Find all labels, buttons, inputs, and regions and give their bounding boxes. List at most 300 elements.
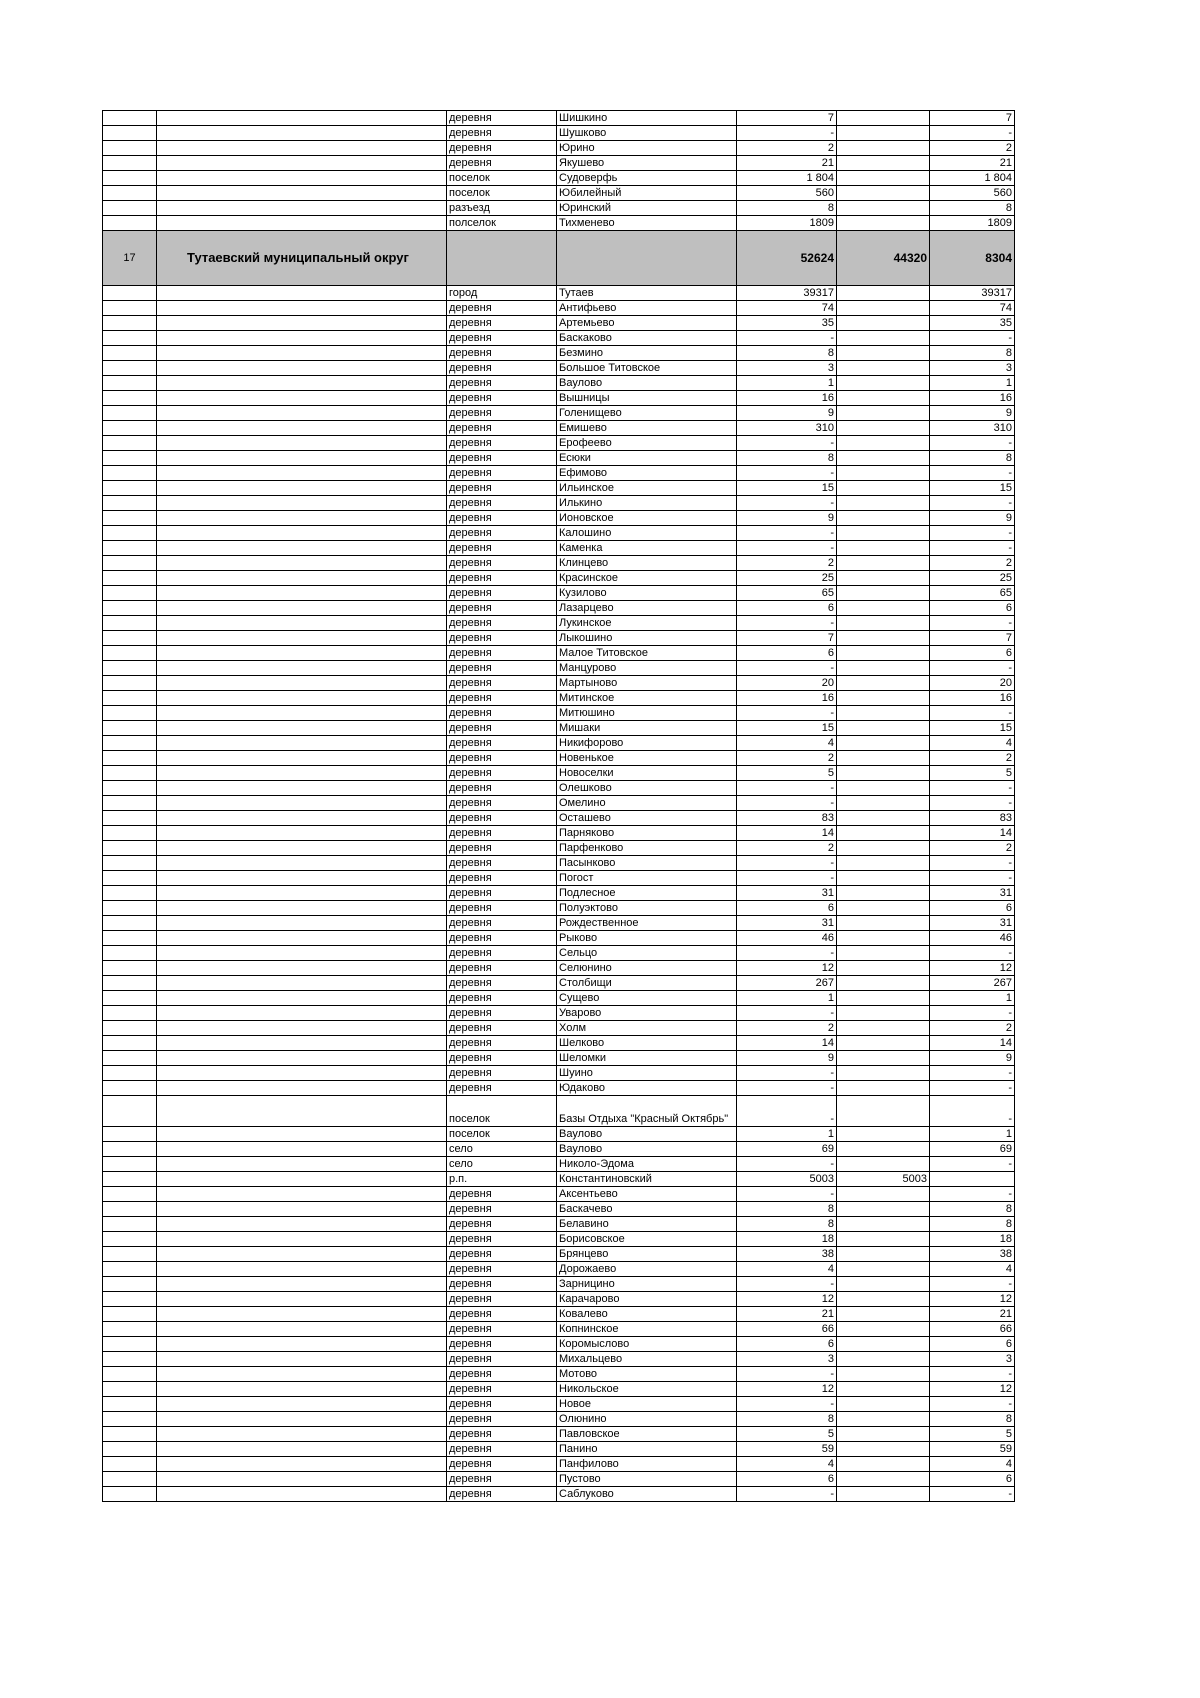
district-cell: [157, 301, 447, 316]
settlement-name-cell: Емишево: [557, 421, 737, 436]
settlement-type-cell: деревня: [447, 496, 557, 511]
table-row: [103, 991, 1015, 1006]
urban-population-cell: [837, 691, 930, 706]
urban-population-cell: [837, 436, 930, 451]
total-population-cell: 4: [737, 736, 837, 751]
settlement-name-cell: Уварово: [557, 1006, 737, 1021]
settlement-type-cell: деревня: [447, 841, 557, 856]
district-cell: [157, 616, 447, 631]
settlement-type-cell: деревня: [447, 331, 557, 346]
row-index-cell: [103, 601, 157, 616]
rural-population-cell: [930, 1172, 1015, 1187]
settlement-type-cell: деревня: [447, 871, 557, 886]
settlement-name-cell: Шушково: [557, 126, 737, 141]
table-row: [103, 766, 1015, 781]
total-population-cell: -: [737, 1081, 837, 1096]
row-index-cell: [103, 1006, 157, 1021]
settlement-type-cell: деревня: [447, 1442, 557, 1457]
rural-population-cell: 38: [930, 1247, 1015, 1262]
table-row: [103, 481, 1015, 496]
settlement-type-cell: деревня: [447, 826, 557, 841]
settlement-name-cell: Рыково: [557, 931, 737, 946]
rural-population-cell: -: [930, 1096, 1015, 1127]
urban-population-cell: [837, 706, 930, 721]
total-population-cell: 4: [737, 1457, 837, 1472]
rural-population-cell: 1: [930, 991, 1015, 1006]
total-population-cell: 5003: [737, 1172, 837, 1187]
table-row: [103, 1292, 1015, 1307]
row-index-cell: [103, 451, 157, 466]
urban-population-cell: [837, 1397, 930, 1412]
settlement-type-cell: разъезд: [447, 201, 557, 216]
urban-population-cell: [837, 991, 930, 1006]
district-cell: [157, 1051, 447, 1066]
district-cell: [157, 1277, 447, 1292]
total-population-cell: 1: [737, 376, 837, 391]
row-index-cell: [103, 286, 157, 301]
table-row: [103, 126, 1015, 141]
district-cell: [157, 1157, 447, 1172]
urban-population-cell: [837, 1382, 930, 1397]
rural-population-cell: 6: [930, 1337, 1015, 1352]
total-population-cell: -: [737, 1096, 837, 1127]
settlement-type-cell: деревня: [447, 1427, 557, 1442]
total-population-cell: -: [737, 436, 837, 451]
row-index-cell: [103, 541, 157, 556]
row-index-cell: [103, 361, 157, 376]
settlement-type-cell: деревня: [447, 631, 557, 646]
settlement-name-cell: Баскачево: [557, 1202, 737, 1217]
settlement-type-cell: деревня: [447, 541, 557, 556]
row-index-cell: [103, 871, 157, 886]
urban-population-cell: [837, 856, 930, 871]
total-population-cell: -: [737, 781, 837, 796]
district-cell: [157, 201, 447, 216]
total-population-cell: 4: [737, 1262, 837, 1277]
rural-population-cell: 5: [930, 1427, 1015, 1442]
urban-population-cell: [837, 1367, 930, 1382]
urban-population-cell: [837, 1262, 930, 1277]
urban-population-cell: [837, 556, 930, 571]
district-cell: [157, 691, 447, 706]
settlement-name-cell: Сущево: [557, 991, 737, 1006]
district-name: Тутаевский муниципальный округ: [157, 231, 447, 286]
district-rural: 8304: [930, 231, 1015, 286]
row-index-cell: [103, 1382, 157, 1397]
table-row: [103, 841, 1015, 856]
row-index-cell: [103, 141, 157, 156]
settlement-type-cell: село: [447, 1157, 557, 1172]
total-population-cell: 46: [737, 931, 837, 946]
table-row: [103, 1021, 1015, 1036]
settlement-type-cell: деревня: [447, 1021, 557, 1036]
rural-population-cell: 14: [930, 1036, 1015, 1051]
rural-population-cell: 6: [930, 601, 1015, 616]
district-cell: [157, 991, 447, 1006]
settlement-name-cell: Коромыслово: [557, 1337, 737, 1352]
settlement-type-cell: деревня: [447, 1307, 557, 1322]
rural-population-cell: 18: [930, 1232, 1015, 1247]
table-row: [103, 571, 1015, 586]
rural-population-cell: 12: [930, 961, 1015, 976]
district-cell: [157, 811, 447, 826]
settlement-type-cell: деревня: [447, 1202, 557, 1217]
total-population-cell: 267: [737, 976, 837, 991]
district-cell: [157, 286, 447, 301]
settlement-type-cell: деревня: [447, 976, 557, 991]
settlement-name-cell: Юдаково: [557, 1081, 737, 1096]
district-cell: [157, 1427, 447, 1442]
district-cell: [157, 1232, 447, 1247]
table-row: [103, 1172, 1015, 1187]
district-cell: [157, 1442, 447, 1457]
district-cell: [157, 826, 447, 841]
settlement-type-cell: деревня: [447, 316, 557, 331]
district-cell: [157, 406, 447, 421]
total-population-cell: 560: [737, 186, 837, 201]
total-population-cell: 14: [737, 1036, 837, 1051]
total-population-cell: 2: [737, 556, 837, 571]
settlement-type-cell: деревня: [447, 901, 557, 916]
settlement-type-cell: деревня: [447, 1292, 557, 1307]
urban-population-cell: [837, 886, 930, 901]
rural-population-cell: -: [930, 331, 1015, 346]
urban-population-cell: [837, 1472, 930, 1487]
total-population-cell: -: [737, 1157, 837, 1172]
row-index-cell: [103, 796, 157, 811]
row-index-cell: [103, 856, 157, 871]
total-population-cell: -: [737, 946, 837, 961]
settlement-name-cell: Ионовское: [557, 511, 737, 526]
settlement-type-cell: деревня: [447, 481, 557, 496]
total-population-cell: 8: [737, 201, 837, 216]
table-row: [103, 556, 1015, 571]
rural-population-cell: 6: [930, 901, 1015, 916]
table-row: [103, 1006, 1015, 1021]
table-row: [103, 1382, 1015, 1397]
row-index-cell: [103, 1352, 157, 1367]
table-row: [103, 1157, 1015, 1172]
settlement-type-cell: деревня: [447, 601, 557, 616]
district-cell: [157, 1247, 447, 1262]
urban-population-cell: [837, 1337, 930, 1352]
rural-population-cell: 2: [930, 751, 1015, 766]
row-index-cell: [103, 1322, 157, 1337]
rural-population-cell: 16: [930, 391, 1015, 406]
total-population-cell: 69: [737, 1142, 837, 1157]
settlement-name-cell: Подлесное: [557, 886, 737, 901]
total-population-cell: 6: [737, 601, 837, 616]
total-population-cell: -: [737, 1187, 837, 1202]
total-population-cell: -: [737, 1487, 837, 1502]
table-row: [103, 171, 1015, 186]
settlement-type-cell: деревня: [447, 1006, 557, 1021]
settlement-name-cell: Никольское: [557, 1382, 737, 1397]
rural-population-cell: -: [930, 466, 1015, 481]
settlement-name-cell: Холм: [557, 1021, 737, 1036]
settlement-name-cell: Столбищи: [557, 976, 737, 991]
rural-population-cell: -: [930, 781, 1015, 796]
settlement-name-cell: Баскаково: [557, 331, 737, 346]
row-index-cell: [103, 1397, 157, 1412]
rural-population-cell: -: [930, 856, 1015, 871]
settlement-type-cell: поселок: [447, 171, 557, 186]
settlement-name-cell: Копнинское: [557, 1322, 737, 1337]
row-index-cell: [103, 811, 157, 826]
total-population-cell: 12: [737, 1382, 837, 1397]
settlement-name-cell: Никифорово: [557, 736, 737, 751]
table-row: [103, 1307, 1015, 1322]
table-row: [103, 216, 1015, 231]
row-index-cell: [103, 826, 157, 841]
urban-population-cell: [837, 376, 930, 391]
row-index-cell: [103, 1157, 157, 1172]
total-population-cell: 16: [737, 391, 837, 406]
district-cell: [157, 1081, 447, 1096]
table-row: [103, 451, 1015, 466]
settlement-name-cell: Шеломки: [557, 1051, 737, 1066]
row-index-cell: [103, 751, 157, 766]
settlement-name-cell: Голенищево: [557, 406, 737, 421]
rural-population-cell: 20: [930, 676, 1015, 691]
urban-population-cell: [837, 796, 930, 811]
row-index-cell: [103, 1096, 157, 1127]
total-population-cell: 1809: [737, 216, 837, 231]
row-index-cell: [103, 111, 157, 126]
settlement-name-cell: Тутаев: [557, 286, 737, 301]
settlement-name-cell: Селюнино: [557, 961, 737, 976]
district-cell: [157, 526, 447, 541]
district-cell: [157, 1352, 447, 1367]
total-population-cell: 16: [737, 691, 837, 706]
urban-population-cell: [837, 1217, 930, 1232]
rural-population-cell: -: [930, 1006, 1015, 1021]
urban-population-cell: [837, 1292, 930, 1307]
settlement-name-cell: Судоверфь: [557, 171, 737, 186]
total-population-cell: 8: [737, 1202, 837, 1217]
total-population-cell: 31: [737, 886, 837, 901]
row-index-cell: [103, 421, 157, 436]
settlement-type-cell: деревня: [447, 406, 557, 421]
settlement-name-cell: Панино: [557, 1442, 737, 1457]
district-cell: [157, 1292, 447, 1307]
rural-population-cell: 5: [930, 766, 1015, 781]
rural-population-cell: 69: [930, 1142, 1015, 1157]
district-cell: [157, 961, 447, 976]
total-population-cell: 1: [737, 991, 837, 1006]
row-index-cell: [103, 931, 157, 946]
total-population-cell: 9: [737, 1051, 837, 1066]
district-cell: [157, 346, 447, 361]
settlement-name-cell: Погост: [557, 871, 737, 886]
rural-population-cell: -: [930, 1277, 1015, 1292]
table-row: [103, 1427, 1015, 1442]
settlement-type-cell: деревня: [447, 721, 557, 736]
settlement-type-cell: деревня: [447, 361, 557, 376]
row-index-cell: [103, 766, 157, 781]
settlement-type-cell: деревня: [447, 751, 557, 766]
table-row: [103, 526, 1015, 541]
rural-population-cell: 310: [930, 421, 1015, 436]
urban-population-cell: [837, 421, 930, 436]
settlement-name-cell: Базы Отдыха "Красный Октябрь": [557, 1096, 737, 1127]
table-row: [103, 811, 1015, 826]
total-population-cell: -: [737, 331, 837, 346]
row-index-cell: [103, 1307, 157, 1322]
urban-population-cell: [837, 1412, 930, 1427]
row-index-cell: [103, 1457, 157, 1472]
settlement-name-cell: Олешково: [557, 781, 737, 796]
urban-population-cell: [837, 661, 930, 676]
district-cell: [157, 361, 447, 376]
row-index-cell: [103, 511, 157, 526]
rural-population-cell: -: [930, 1367, 1015, 1382]
row-index-cell: [103, 1066, 157, 1081]
table-row: [103, 1096, 1015, 1127]
settlement-type-cell: деревня: [447, 346, 557, 361]
row-index-cell: [103, 721, 157, 736]
rural-population-cell: 267: [930, 976, 1015, 991]
urban-population-cell: [837, 631, 930, 646]
table-row: [103, 826, 1015, 841]
table-row: [103, 1247, 1015, 1262]
settlement-name-cell: Юбилейный: [557, 186, 737, 201]
rural-population-cell: 6: [930, 646, 1015, 661]
district-cell: [157, 1307, 447, 1322]
urban-population-cell: [837, 1487, 930, 1502]
settlement-type-cell: деревня: [447, 511, 557, 526]
row-index-cell: [103, 1262, 157, 1277]
table-row: [103, 1397, 1015, 1412]
settlement-type-cell: деревня: [447, 1337, 557, 1352]
urban-population-cell: [837, 346, 930, 361]
settlement-type-cell: деревня: [447, 1036, 557, 1051]
district-cell: [157, 141, 447, 156]
total-population-cell: -: [737, 1066, 837, 1081]
settlement-name-cell: Клинцево: [557, 556, 737, 571]
settlement-name-cell: Большое Титовское: [557, 361, 737, 376]
settlement-name-cell: Белавино: [557, 1217, 737, 1232]
urban-population-cell: [837, 391, 930, 406]
settlement-name-cell: Олюнино: [557, 1412, 737, 1427]
row-index-cell: [103, 901, 157, 916]
settlement-name-cell: Мартыново: [557, 676, 737, 691]
district-cell: [157, 631, 447, 646]
district-cell: [157, 646, 447, 661]
total-population-cell: 59: [737, 1442, 837, 1457]
urban-population-cell: [837, 1202, 930, 1217]
settlement-type-cell: деревня: [447, 661, 557, 676]
settlement-type-cell: город: [447, 286, 557, 301]
settlement-name-cell: Панфилово: [557, 1457, 737, 1472]
table-row: [103, 1066, 1015, 1081]
settlement-type-cell: деревня: [447, 1247, 557, 1262]
urban-population-cell: [837, 496, 930, 511]
district-cell: [157, 1127, 447, 1142]
table-row: [103, 871, 1015, 886]
table-row: [103, 1487, 1015, 1502]
district-cell: [157, 901, 447, 916]
row-index-cell: [103, 391, 157, 406]
total-population-cell: 7: [737, 631, 837, 646]
district-cell: [157, 766, 447, 781]
total-population-cell: -: [737, 871, 837, 886]
urban-population-cell: [837, 736, 930, 751]
urban-population-cell: [837, 1442, 930, 1457]
district-cell: [157, 796, 447, 811]
row-index-cell: [103, 186, 157, 201]
total-population-cell: 2: [737, 751, 837, 766]
rural-population-cell: -: [930, 1066, 1015, 1081]
settlement-name-cell: Тихменево: [557, 216, 737, 231]
row-index-cell: [103, 376, 157, 391]
settlement-type-cell: деревня: [447, 706, 557, 721]
rural-population-cell: 46: [930, 931, 1015, 946]
rural-population-cell: 65: [930, 586, 1015, 601]
total-population-cell: 6: [737, 901, 837, 916]
table-row: [103, 631, 1015, 646]
rural-population-cell: 74: [930, 301, 1015, 316]
district-cell: [157, 946, 447, 961]
settlement-type-cell: деревня: [447, 1382, 557, 1397]
urban-population-cell: [837, 216, 930, 231]
district-cell: [157, 1142, 447, 1157]
district-cell: [157, 111, 447, 126]
total-population-cell: 6: [737, 646, 837, 661]
row-index-cell: [103, 1337, 157, 1352]
total-population-cell: 7: [737, 111, 837, 126]
district-cell: [157, 976, 447, 991]
table-row: [103, 961, 1015, 976]
settlement-type-cell: поселок: [447, 1096, 557, 1127]
row-index-cell: [103, 571, 157, 586]
total-population-cell: 5: [737, 766, 837, 781]
settlement-type-cell: деревня: [447, 946, 557, 961]
settlement-type-cell: деревня: [447, 916, 557, 931]
district-cell: [157, 1472, 447, 1487]
table-row: [103, 1036, 1015, 1051]
rural-population-cell: -: [930, 1081, 1015, 1096]
urban-population-cell: [837, 766, 930, 781]
total-population-cell: 83: [737, 811, 837, 826]
table-row: [103, 1352, 1015, 1367]
rural-population-cell: 1: [930, 1127, 1015, 1142]
table-row: [103, 1051, 1015, 1066]
table-row: [103, 496, 1015, 511]
rural-population-cell: 4: [930, 736, 1015, 751]
settlement-name-cell: Парфенково: [557, 841, 737, 856]
urban-population-cell: [837, 361, 930, 376]
row-index-cell: [103, 841, 157, 856]
settlement-type-cell: деревня: [447, 991, 557, 1006]
settlement-name-cell: Саблуково: [557, 1487, 737, 1502]
settlement-name-cell: Илькино: [557, 496, 737, 511]
settlement-name-cell: Осташево: [557, 811, 737, 826]
rural-population-cell: 35: [930, 316, 1015, 331]
total-population-cell: 2: [737, 1021, 837, 1036]
urban-population-cell: [837, 1457, 930, 1472]
district-cell: [157, 1217, 447, 1232]
table-row: [103, 436, 1015, 451]
total-population-cell: 9: [737, 511, 837, 526]
table-row: [103, 1127, 1015, 1142]
settlement-name-cell: Ильинское: [557, 481, 737, 496]
total-population-cell: -: [737, 126, 837, 141]
district-cell: [157, 856, 447, 871]
row-index-cell: [103, 1172, 157, 1187]
table-row: [103, 676, 1015, 691]
settlement-name-cell: Кузилово: [557, 586, 737, 601]
